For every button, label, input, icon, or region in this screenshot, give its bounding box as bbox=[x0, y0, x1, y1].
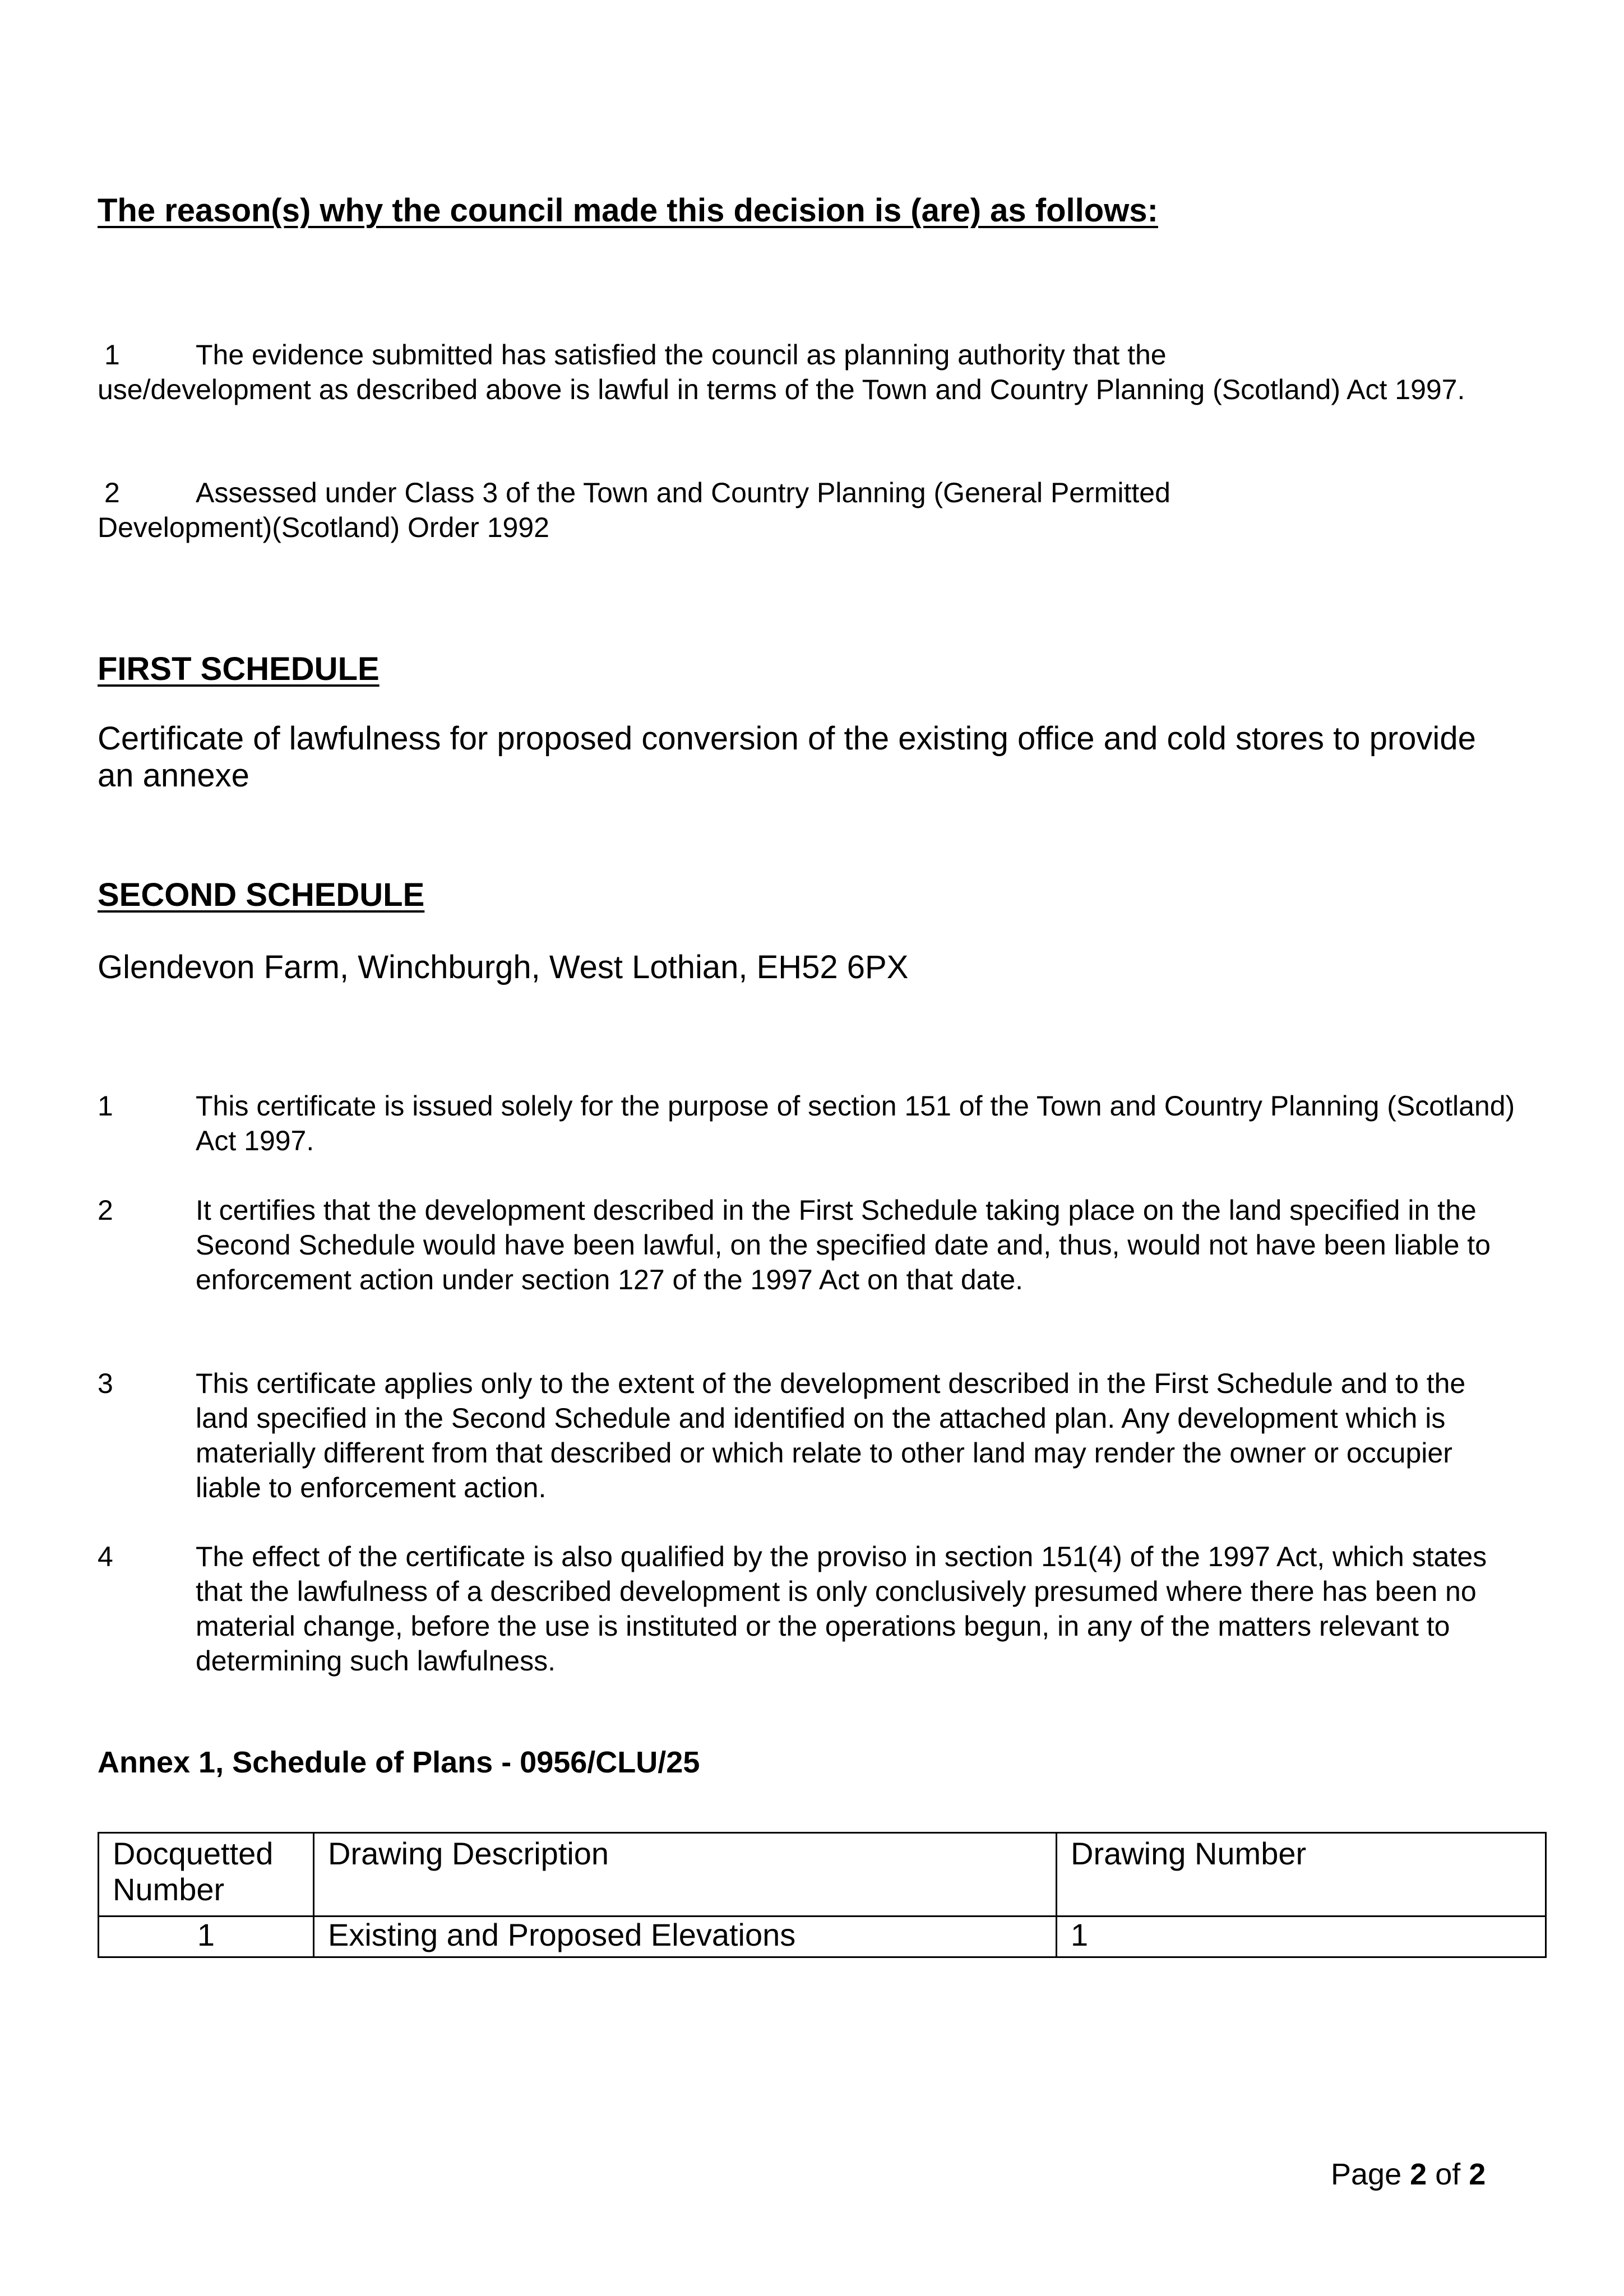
first-schedule-heading: FIRST SCHEDULE bbox=[98, 651, 380, 687]
reasons-heading: The reason(s) why the council made this decision is (are) as follows: bbox=[98, 192, 1158, 229]
reason-item-2 bbox=[98, 475, 1499, 545]
note-number: 3 bbox=[98, 1368, 113, 1399]
reason-text-rest: Development)(Scotland) Order 1992 bbox=[98, 512, 549, 543]
page-total: 2 bbox=[1469, 2158, 1486, 2191]
note-item-4 bbox=[98, 1539, 1521, 1678]
note-text: This certificate is issued solely for the purpose of section 151 of the Town and Country Planning (Scotland) Act 1997. bbox=[196, 1090, 1515, 1156]
note-item-3 bbox=[98, 1366, 1521, 1505]
note-text: It certifies that the development described in the First Schedule taking place on the land specified in the Second Schedule would have been lawful, on the specified date and, thus, would not have been liable to enforcement action under section 127 of the 1997 Act on that date. bbox=[196, 1195, 1491, 1295]
second-schedule-text: Glendevon Farm, Winchburgh, West Lothian, EH52 6PX bbox=[98, 949, 909, 985]
reason-number: 2 bbox=[104, 477, 120, 508]
cell-drawing-number: 1 bbox=[1057, 1917, 1546, 1957]
second-schedule-heading: SECOND SCHEDULE bbox=[98, 877, 425, 913]
note-text: This certificate applies only to the extent of the development described in the First Schedule and to the land specified in the Second Schedule and identified on the attached plan. Any development which is materially different from that described or which relate to other land may render the owner or occupier liable to enforcement action. bbox=[196, 1368, 1466, 1503]
reason-number: 1 bbox=[104, 339, 120, 371]
page-current: 2 bbox=[1410, 2158, 1427, 2191]
reason-text-first-line: Assessed under Class 3 of the Town and Country Planning (General Permitted bbox=[196, 477, 1170, 508]
page-word: Page bbox=[1331, 2158, 1402, 2191]
annex-heading: Annex 1, Schedule of Plans - 0956/CLU/25 bbox=[98, 1746, 700, 1779]
table-header-row bbox=[99, 1833, 1546, 1917]
note-number: 2 bbox=[98, 1195, 113, 1226]
reason-text-rest: use/development as described above is lawful in terms of the Town and Country Planning (Scotland) Act 1997. bbox=[98, 374, 1465, 405]
first-schedule-text: Certificate of lawfulness for proposed conversion of the existing office and cold stores to provide an annexe bbox=[98, 720, 1476, 794]
note-number: 1 bbox=[98, 1090, 113, 1122]
note-text: The effect of the certificate is also qualified by the proviso in section 151(4) of the 1997 Act, which states that the lawfulness of a described development is only conclusively presumed where there has been no material change, before the use is instituted or the operations begun, in any of the matters relevant to determining such lawfulness. bbox=[196, 1541, 1487, 1677]
column-header-drawing-description: Drawing Description bbox=[314, 1833, 1057, 1917]
table-row bbox=[99, 1917, 1546, 1957]
cell-drawing-description: Existing and Proposed Elevations bbox=[314, 1917, 1057, 1957]
cell-docquetted-number: 1 bbox=[99, 1917, 314, 1957]
column-header-docquetted-number: Docquetted Number bbox=[99, 1833, 314, 1917]
reason-text-first-line: The evidence submitted has satisfied the council as planning authority that the bbox=[196, 339, 1167, 371]
note-item-2 bbox=[98, 1193, 1521, 1297]
note-item-1 bbox=[98, 1089, 1521, 1158]
reason-item-1 bbox=[98, 337, 1499, 407]
schedule-of-plans-table bbox=[98, 1832, 1547, 1958]
column-header-drawing-number: Drawing Number bbox=[1057, 1833, 1546, 1917]
page-number-footer bbox=[1331, 2157, 1486, 2192]
note-number: 4 bbox=[98, 1541, 113, 1572]
of-word: of bbox=[1435, 2158, 1461, 2191]
